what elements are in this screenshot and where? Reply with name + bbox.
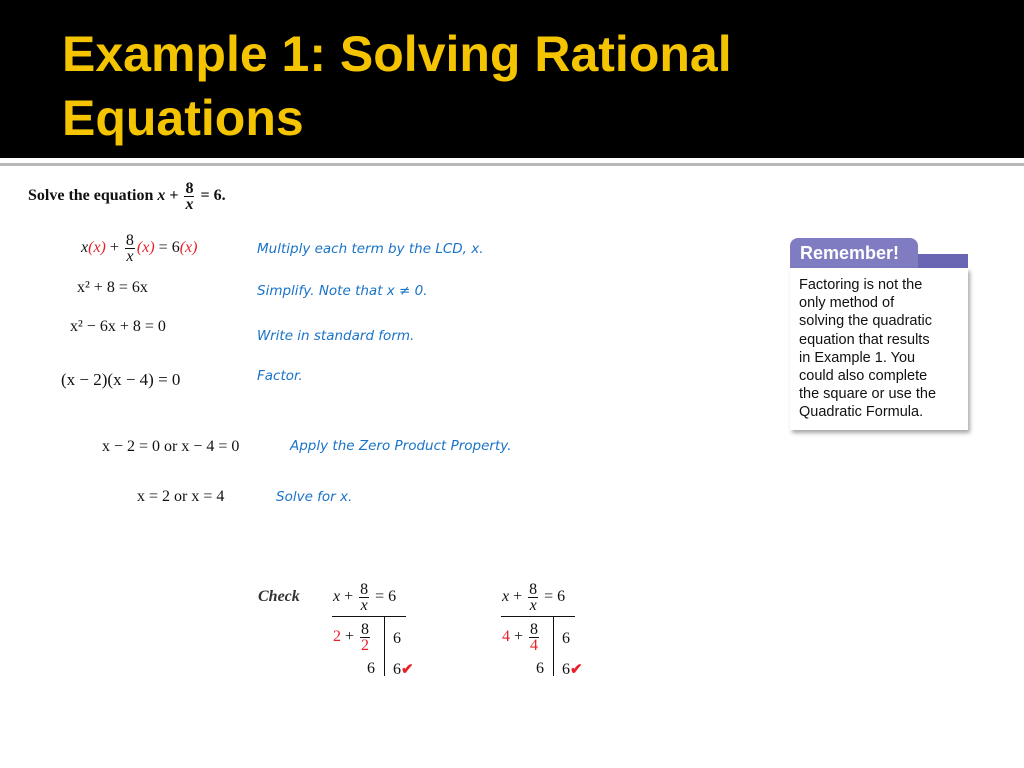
check1-head-num: 8 [360,581,369,598]
check2-sub-fraction [529,622,539,653]
problem-statement [28,181,226,212]
title-bar [0,0,1024,158]
check2-right-result-value: 6 [562,661,570,678]
check1-head-plus: + [344,588,354,606]
problem-x: x [157,187,166,205]
check1-right-result-value: 6 [393,661,401,678]
step-2-note: Simplify. Note that x ≠ 0. [257,283,428,299]
remember-line: Quadratic Formula. [799,404,924,421]
step-5-note: Apply the Zero Product Property. [290,438,512,454]
remember-box [790,238,970,432]
check1-sub-fraction [360,622,370,653]
check1-left-result: 6 [367,660,375,677]
remember-line: the square or use the [799,386,937,403]
step-6-equation: x = 2 or x = 4 [137,488,225,505]
check2-head-fraction [528,582,538,613]
step-2-equation: x² + 8 = 6x [77,279,148,296]
slide-title-line-1: Example 1: Solving Rational [62,26,732,82]
remember-line: could also complete [799,368,928,385]
step1-lcd-1: (x) [88,239,106,257]
step1-lcd-3: (x) [179,239,198,257]
problem-rhs: = 6. [200,187,226,205]
check2-sub-den: 4 [530,637,539,654]
check2-right-result [562,660,583,679]
remember-body [790,268,968,430]
check2-head-rhs: = 6 [544,588,566,606]
title-divider [0,163,1024,166]
check1-sub-val: 2 [333,628,341,646]
check1-sub-den: 2 [361,637,370,654]
check1-sub-plus: + [345,628,355,646]
check1-header [333,582,396,613]
step1-lcd-2: (x) [136,239,155,257]
step1-eq6: = 6 [158,239,180,257]
check1-right-result [393,660,414,679]
step-4-equation: (x − 2)(x − 4) = 0 [61,370,181,389]
step1-plus: + [109,239,119,257]
remember-line: equation that results [799,331,930,348]
check2-head-plus: + [513,588,523,606]
check1-head-den: x [360,597,368,614]
check2-checkmark-icon: ✔ [570,662,583,678]
step-3-note: Write in standard form. [257,328,415,344]
problem-plus: + [169,187,179,205]
remember-line: in Example 1. You [799,349,916,366]
check1-hline [332,616,406,617]
check2-head-den: x [529,597,537,614]
step-4-note: Factor. [257,368,303,384]
check2-head-num: 8 [529,581,538,598]
check1-checkmark-icon: ✔ [401,662,414,678]
problem-prompt: Solve the equation [28,187,154,205]
check1-head-rhs: = 6 [375,588,397,606]
remember-line: only method of [799,295,895,312]
problem-frac-num: 8 [185,180,194,197]
check2-substitution [502,622,541,653]
check2-sub-val: 4 [502,628,510,646]
remember-header: Remember! [790,238,918,268]
slide-title-line-2: Equations [62,90,304,146]
check2-left-result: 6 [536,660,544,677]
check-label: Check [258,588,300,605]
check2-hline [501,616,575,617]
step1-fraction [125,233,135,264]
check2-header [502,582,565,613]
step-1-equation [81,233,197,264]
step1-frac-num: 8 [125,232,134,249]
check1-vline [384,616,385,676]
check2-sub-plus: + [514,628,524,646]
remember-line: solving the quadratic [799,313,932,330]
check1-right-top: 6 [393,630,401,647]
check1-sub-num: 8 [361,621,370,638]
step-6-note: Solve for x. [276,489,353,505]
slide-title [62,22,962,150]
check1-head-x: x [333,588,341,606]
problem-frac-den: x [185,196,194,213]
check1-head-fraction [359,582,369,613]
check2-vline [553,616,554,676]
problem-fraction [184,181,194,212]
check1-substitution [333,622,372,653]
step-3-equation: x² − 6x + 8 = 0 [70,318,166,335]
check2-right-top: 6 [562,630,570,647]
step1-x: x [81,239,89,257]
check2-head-x: x [502,588,510,606]
check2-sub-num: 8 [530,621,539,638]
step-5-equation: x − 2 = 0 or x − 4 = 0 [102,438,240,455]
remember-line: Factoring is not the [799,277,923,293]
step1-frac-den: x [126,248,134,265]
step-1-note: Multiply each term by the LCD, x. [257,241,484,257]
